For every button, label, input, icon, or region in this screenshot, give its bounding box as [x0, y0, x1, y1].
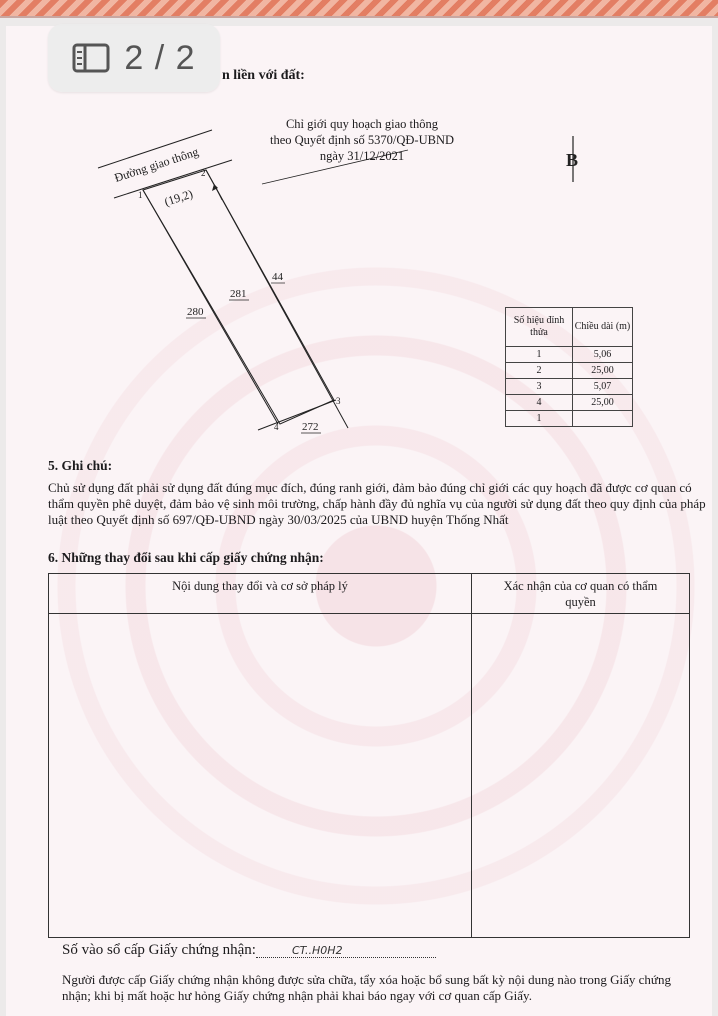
- vertex-id: 3: [506, 379, 573, 395]
- planning-note-line-1: Chỉ giới quy hoạch giao thông: [285, 117, 439, 131]
- point-label-4: 4: [274, 422, 279, 432]
- adjacent-parcel-272: 272: [302, 421, 319, 433]
- planning-note: [248, 116, 476, 164]
- edge-row: [506, 363, 633, 379]
- edge-row: [506, 347, 633, 363]
- changes-table-header: [49, 574, 690, 614]
- planning-note-line-2: theo Quyết định số 5370/QĐ-UBND: [269, 133, 454, 147]
- edge-length-table: [505, 307, 633, 427]
- edge-length: 5,06: [573, 347, 633, 363]
- footer-warning: Người được cấp Giấy chứng nhận không được sửa chữa, tẩy xóa hoặc bổ sung bất kỳ nội dung nào trong Giấy chứng nhận; khi bị mất hoặc hư hỏng Giấy chứng nhận phải khai báo ngay với cơ quan cấp Giấy.: [62, 972, 671, 1003]
- change-content-header: Nội dung thay đổi và cơ sở pháp lý: [49, 574, 472, 614]
- notes-text: Chủ sử dụng đất phải sử dụng đất đúng mục đích, đúng ranh giới, đảm bảo đúng chỉ giới các quy hoạch đã được cơ quan có thẩm quyền phê duyệt, đảm bảo vệ sinh môi trường, chấp hành đầy đủ nghĩa vụ của người sử dụng đất theo quy định của pháp luật theo Quyết định số 697/QĐ-UBND ngày 30/03/2025 của UBND huyện Thống Nhất: [48, 480, 706, 527]
- edge-row: [506, 379, 633, 395]
- adjacent-parcel-281: 281: [230, 288, 247, 300]
- planning-note-line-3: ngày 31/12/2021: [319, 149, 405, 163]
- map-section-heading: n liền với đất:: [222, 68, 305, 83]
- changes-table-row: [49, 614, 690, 938]
- adjacent-boundary-left: [143, 190, 278, 424]
- authority-confirmation-cell[interactable]: [472, 614, 690, 938]
- vertex-id: 1: [506, 347, 573, 363]
- edge-length: 25,00: [573, 395, 633, 411]
- vertex-id: 2: [506, 363, 573, 379]
- vertex-id: 1: [506, 411, 573, 427]
- registry-number-line: [62, 942, 436, 959]
- edge-row: [506, 411, 633, 427]
- point-label-3: 3: [336, 396, 341, 406]
- adjacent-boundary-right: [206, 170, 348, 428]
- north-symbol: B: [566, 150, 579, 170]
- page-indicator-text: 2 / 2: [124, 38, 196, 77]
- road-label: Đường giao thông: [112, 144, 201, 185]
- edge-row: [506, 395, 633, 411]
- adjacent-parcel-280: 280: [187, 306, 204, 318]
- point-label-2: 2: [201, 168, 206, 178]
- vertex-id: 4: [506, 395, 573, 411]
- changes-title: 6. Những thay đổi sau khi cấp giấy chứng nhận:: [48, 550, 324, 565]
- adjacent-parcel-44: 44: [272, 271, 283, 283]
- edge-length: [573, 411, 633, 427]
- point-label-1: 1: [138, 190, 143, 200]
- edge-length: 5,07: [573, 379, 633, 395]
- setback-label: (19,2): [162, 186, 195, 209]
- adjacent-boundary-bottom: [258, 400, 336, 430]
- edge-length-header: [506, 308, 633, 347]
- edge-length: 25,00: [573, 363, 633, 379]
- authority-confirmation-header: Xác nhận của cơ quan có thẩm quyền: [472, 574, 690, 614]
- registry-label: Số vào sổ cấp Giấy chứng nhận:: [62, 942, 256, 958]
- changes-table: [48, 573, 690, 938]
- north-arrow-icon: [566, 136, 578, 182]
- notes-title: 5. Ghi chú:: [48, 458, 113, 473]
- change-content-cell[interactable]: [49, 614, 472, 938]
- length-column-header: Chiều dài (m): [573, 308, 633, 347]
- registry-value: CT..H0H2: [256, 944, 436, 958]
- vertex-column-header: Số hiệu đỉnh thửa: [506, 308, 573, 347]
